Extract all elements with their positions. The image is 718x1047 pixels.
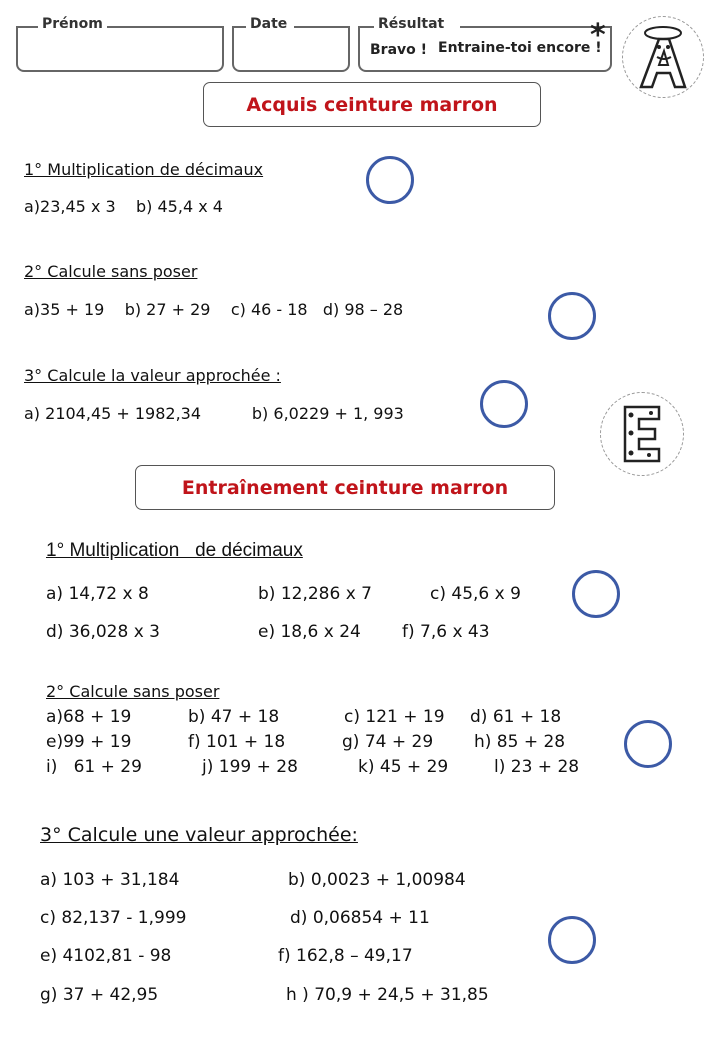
q2-row2-d: h) 85 + 28 — [474, 732, 566, 752]
acquis-q3-line: a) 2104,45 + 1982,34 b) 6,0229 + 1, 993 — [24, 404, 404, 423]
q2-row1-b: b) 47 + 18 — [188, 707, 280, 727]
date-box-top — [232, 26, 246, 28]
answer-circle-entrainement-2[interactable] — [624, 720, 672, 768]
q2-row3-b: j) 199 + 28 — [202, 757, 298, 777]
prenom-box-top-right — [104, 26, 222, 28]
date-label: Date — [246, 16, 291, 32]
q3-item-c: c) 82,137 - 1,999 — [40, 908, 187, 928]
bravo-text: Bravo ! — [370, 42, 428, 58]
q2-row1-d: d) 61 + 18 — [470, 707, 562, 727]
q2-row2-c: g) 74 + 29 — [342, 732, 434, 752]
answer-circle-entrainement-1[interactable] — [572, 570, 620, 618]
q3-item-d: d) 0,06854 + 11 — [290, 908, 430, 928]
letter-e-icon — [600, 392, 684, 476]
q2-row3-a: i) 61 + 29 — [46, 757, 142, 777]
entrainement-q1-item-b: b) 12,286 x 7 — [258, 584, 372, 604]
entrainement-q2-title: 2° Calcule sans poser — [46, 682, 220, 701]
q2-row3-c: k) 45 + 29 — [358, 757, 449, 777]
letter-a-mascot-icon — [622, 16, 704, 98]
q3-item-b: b) 0,0023 + 1,00984 — [288, 870, 466, 890]
date-box[interactable] — [232, 26, 350, 72]
entrainement-q1-item-a: a) 14,72 x 8 — [46, 584, 149, 604]
q3-item-e: e) 4102,81 - 98 — [40, 946, 172, 966]
q2-row3-d: l) 23 + 28 — [494, 757, 580, 777]
q3-item-g: g) 37 + 42,95 — [40, 985, 159, 1005]
entrainement-q1-item-d: d) 36,028 x 3 — [46, 622, 160, 642]
entrainement-title — [135, 465, 555, 510]
prenom-label: Prénom — [38, 16, 107, 32]
acquis-q1-title: 1° Multiplication de décimaux — [24, 160, 264, 179]
resultat-box-top-right — [460, 26, 610, 28]
answer-circle-entrainement-3[interactable] — [548, 916, 596, 964]
entrainement-title-text: Entraînement ceinture marron — [181, 476, 509, 499]
q2-row2-a: e)99 + 19 — [46, 732, 132, 752]
asterisk: * — [590, 18, 606, 53]
entraine-text: Entraine-toi encore ! — [438, 40, 602, 56]
acquis-q1-line: a)23,45 x 3 b) 45,4 x 4 — [24, 197, 223, 216]
acquis-q3-title: 3° Calcule la valeur approchée : — [24, 366, 281, 385]
acquis-title-text: Acquis ceinture marron — [246, 93, 498, 116]
acquis-title — [203, 82, 541, 127]
q2-row1-a: a)68 + 19 — [46, 707, 132, 727]
q3-item-a: a) 103 + 31,184 — [40, 870, 180, 890]
date-box-top-right — [294, 26, 348, 28]
prenom-box-top — [16, 26, 38, 28]
entrainement-q3-title: 3° Calcule une valeur approchée: — [40, 824, 358, 846]
entrainement-q1-title: 1° Multiplication de décimaux — [46, 540, 303, 561]
resultat-box-top — [358, 26, 374, 28]
prenom-box[interactable] — [16, 26, 224, 72]
acquis-q2-line: a)35 + 19 b) 27 + 29 c) 46 - 18 d) 98 – 28 — [24, 300, 404, 319]
q3-item-f: f) 162,8 – 49,17 — [278, 946, 413, 966]
answer-circle-acquis-3[interactable] — [480, 380, 528, 428]
answer-circle-acquis-1[interactable] — [366, 156, 414, 204]
acquis-q2-title: 2° Calcule sans poser — [24, 262, 198, 281]
q2-row1-c: c) 121 + 19 — [344, 707, 445, 727]
entrainement-q1-item-e: e) 18,6 x 24 — [258, 622, 361, 642]
entrainement-q1-item-c: c) 45,6 x 9 — [430, 584, 521, 604]
q2-row2-b: f) 101 + 18 — [188, 732, 286, 752]
resultat-label: Résultat — [374, 16, 448, 32]
q3-item-h: h ) 70,9 + 24,5 + 31,85 — [286, 985, 489, 1005]
answer-circle-acquis-2[interactable] — [548, 292, 596, 340]
entrainement-q1-item-f: f) 7,6 x 43 — [402, 622, 490, 642]
